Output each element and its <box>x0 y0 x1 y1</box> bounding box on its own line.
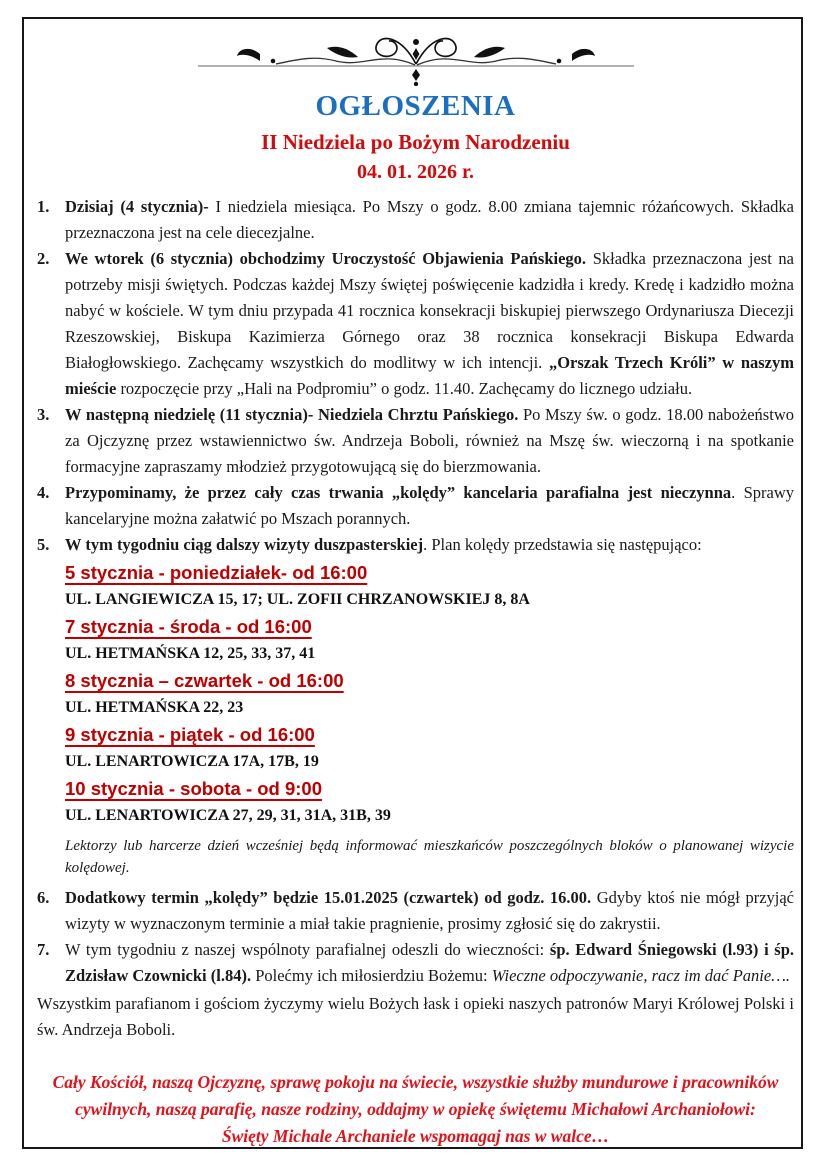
item-bold-text: „Orszak Trzech Króli” w naszym mieście <box>65 353 794 399</box>
header-flourish-ornament <box>37 30 794 91</box>
schedule-day-heading-3: 8 stycznia – czwartek - od 16:00 <box>65 670 344 692</box>
announcement-item-1 <box>37 194 794 246</box>
schedule-addresses-5: UL. LENARTOWICZA 27, 29, 31, 31A, 31B, 39 <box>65 807 391 825</box>
item-number: 7. <box>37 940 50 960</box>
item-bold-text: We wtorek (6 stycznia) obchodzimy Uroczystość Objawienia Pańskiego. <box>65 249 593 269</box>
item-number: 5. <box>37 535 50 555</box>
item-number: 2. <box>37 249 50 269</box>
item-bold-text: Przypominamy, że przez cały czas trwania „kolędy” kancelaria parafialna jest nieczynna <box>65 483 732 503</box>
koleda-schedule <box>65 559 794 829</box>
page-subtitle: II Niedziela po Bożym Narodzeniu <box>261 129 570 154</box>
schedule-addresses-2: UL. HETMAŃSKA 12, 25, 33, 37, 41 <box>65 645 316 663</box>
schedule-day-heading-5: 10 stycznia - sobota - od 9:00 <box>65 778 323 800</box>
koleda-note: Lektorzy lub harcerze dzień wcześniej będą informować mieszkańców poszczególnych bloków o planowanej wizycie kolędowej. <box>65 838 794 877</box>
announcement-item-6 <box>37 885 794 937</box>
item-text: rozpoczęcie przy „Hali na Podpromiu” o godz. 11.40. Zachęcamy do licznego udziału. <box>120 379 693 399</box>
item-text: W tym tygodniu z naszej wspólnoty parafialnej odeszli do wieczności: <box>65 940 550 960</box>
schedule-day-heading-1: 5 stycznia - poniedziałek- od 16:00 <box>65 562 368 584</box>
schedule-day-heading-2: 7 stycznia - środa - od 16:00 <box>65 616 312 638</box>
page-title: OGŁOSZENIA <box>315 90 516 122</box>
item-text: Składka przeznaczona jest na potrzeby misji świętych. Podczas każdej Mszy świętej poświęcenie kadzidła i kredy. Kredę i kadzidło można nabyć w kościele. W tym dniu przypada 41 rocznica konsekracji biskupiej pierwszego Ordynariusza Diecezji Rzeszowskiej, Biskupa Kazimierza Górnego oraz 38 rocznica konsekracji Biskupa Edwarda Białogłowskiego. Zachęcamy wszystkich do modlitwy w ich intencji. <box>65 249 794 373</box>
announcement-item-2 <box>37 246 794 402</box>
footer-prayer-line-2: Święty Michale Archaniele wspomagaj nas w walce… <box>221 1126 610 1147</box>
announcement-item-4 <box>37 480 794 532</box>
schedule-addresses-3: UL. HETMAŃSKA 22, 23 <box>65 699 244 717</box>
page-content <box>37 26 794 1150</box>
item-text: Po Mszy św. o godz. 18.00 nabożeństwo za Ojczyznę przez wstawiennictwo św. Andrzeja Boboli, również na Mszę św. wieczorną i na spotkanie formacyjne zapraszamy młodzież przygotowującą się do bierzmowania. <box>65 405 794 477</box>
item-number: 1. <box>37 197 50 217</box>
page-date: 04. 01. 2026 r. <box>356 161 475 184</box>
footer-prayer-line-1: Cały Kościół, naszą Ojczyznę, sprawę pokoju na świecie, wszystkie służby mundurowe i pracowników cywilnych, naszą parafię, nasze rodziny, oddajmy w opiekę świętemu Michałowi Archaniołowi: <box>52 1072 779 1120</box>
announcement-item-7 <box>37 937 794 989</box>
item-text: Polećmy ich miłosierdziu Bożemu: <box>255 966 492 986</box>
item-text: Gdyby ktoś nie mógł przyjąć wizyty w wyznaczonym terminie a miał takie pragnienie, prosimy zgłosić się do zakrystii. <box>65 888 795 934</box>
closing-paragraph: Wszystkim parafianom i gościom życzymy wielu Bożych łask i opieki naszych patronów Maryi Królowej Polski i św. Andrzeja Boboli. <box>37 994 794 1040</box>
item-text: . Plan kolędy przedstawia się następująco: <box>423 535 702 555</box>
announcement-item-5 <box>37 532 794 829</box>
item-text: . Sprawy kancelaryjne można załatwić po Mszach porannych. <box>65 483 794 529</box>
schedule-addresses-4: UL. LENARTOWICZA 17A, 17B, 19 <box>65 753 319 771</box>
item-italic-text: Wieczne odpoczywanie, racz im dać Panie…. <box>491 966 791 986</box>
schedule-addresses-1: UL. LANGIEWICZA 15, 17; UL. ZOFII CHRZANOWSKIEJ 8, 8A <box>65 591 530 609</box>
footer-prayer <box>37 1069 794 1150</box>
item-bold-text: śp. Edward Śniegowski (l.93) i śp. Zdzisław Czownicki (l.84). <box>65 940 795 986</box>
schedule-day-heading-4: 9 stycznia - piątek - od 16:00 <box>65 724 315 746</box>
item-number: 6. <box>37 888 50 908</box>
announcements-list <box>37 194 794 989</box>
announcement-item-3 <box>37 402 794 480</box>
flourish-divider-icon <box>196 30 636 86</box>
item-text: I niedziela miesiąca. Po Mszy o godz. 8.00 zmiana tajemnic różańcowych. Składka przeznaczona jest na cele diecezjalne. <box>65 197 794 243</box>
item-bold-text: W tym tygodniu ciąg dalszy wizyty duszpasterskiej <box>65 535 424 555</box>
item-number: 4. <box>37 483 50 503</box>
item-bold-text: Dzisiaj (4 stycznia)- <box>65 197 216 217</box>
item-number: 3. <box>37 405 50 425</box>
item-bold-text: Dodatkowy termin „kolędy” będzie 15.01.2025 (czwartek) od godz. 16.00. <box>65 888 597 908</box>
item-bold-text: W następną niedzielę (11 stycznia)- Niedziela Chrztu Pańskiego. <box>65 405 523 425</box>
